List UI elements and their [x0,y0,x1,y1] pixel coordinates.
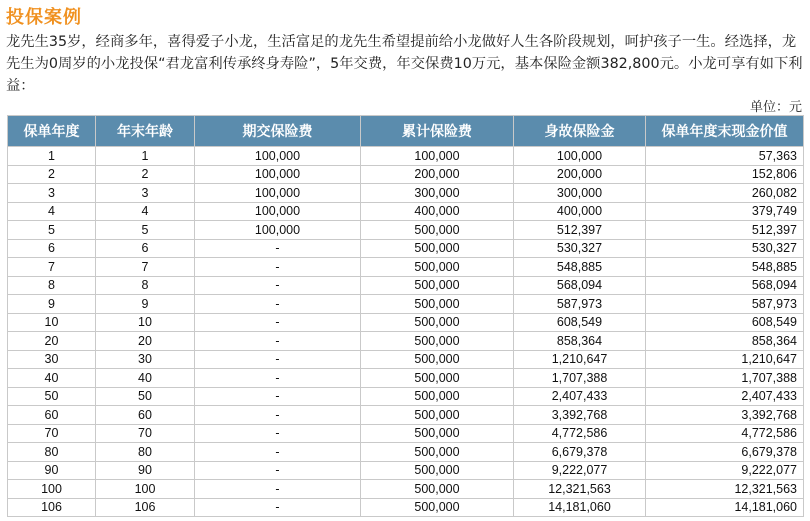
periodic-premium-cell: - [195,258,361,277]
table-row [8,443,804,462]
death-benefit-cell: 4,772,586 [514,424,646,443]
periodic-premium-cell: - [195,387,361,406]
periodic-premium-cell: 100,000 [195,202,361,221]
age-cell: 70 [96,424,195,443]
cumulative-premium-cell: 500,000 [361,480,514,499]
cumulative-premium-cell: 500,000 [361,332,514,351]
policy-year-cell: 50 [8,387,96,406]
policy-year-cell: 80 [8,443,96,462]
cash-value-cell: 152,806 [646,165,804,184]
policy-year-cell: 40 [8,369,96,388]
cash-value-cell: 568,094 [646,276,804,295]
periodic-premium-cell: - [195,480,361,499]
cumulative-premium-cell: 200,000 [361,165,514,184]
age-cell: 100 [96,480,195,499]
unit-label: 单位：元 [749,100,802,115]
header-cumulative-premium: 累计保险费 [361,116,514,147]
header-age-end-of-year: 年末年龄 [96,116,195,147]
periodic-premium-cell: - [195,424,361,443]
cumulative-premium-cell: 500,000 [361,406,514,425]
death-benefit-cell: 14,181,060 [514,498,646,517]
death-benefit-cell: 608,549 [514,313,646,332]
policy-year-cell: 2 [8,165,96,184]
cash-value-cell: 530,327 [646,239,804,258]
periodic-premium-cell: - [195,313,361,332]
cash-value-cell: 4,772,586 [646,424,804,443]
periodic-premium-cell: - [195,239,361,258]
age-cell: 9 [96,295,195,314]
table-row [8,165,804,184]
cumulative-premium-cell: 500,000 [361,221,514,240]
cumulative-premium-cell: 400,000 [361,202,514,221]
age-cell: 8 [96,276,195,295]
age-cell: 80 [96,443,195,462]
death-benefit-cell: 400,000 [514,202,646,221]
death-benefit-cell: 300,000 [514,184,646,203]
policy-year-cell: 1 [8,147,96,166]
periodic-premium-cell: - [195,295,361,314]
cumulative-premium-cell: 500,000 [361,313,514,332]
policy-year-cell: 10 [8,313,96,332]
age-cell: 3 [96,184,195,203]
table-row [8,461,804,480]
periodic-premium-cell: - [195,498,361,517]
table-row [8,184,804,203]
table-row [8,295,804,314]
age-cell: 10 [96,313,195,332]
cash-value-cell: 9,222,077 [646,461,804,480]
death-benefit-cell: 12,321,563 [514,480,646,499]
cumulative-premium-cell: 500,000 [361,258,514,277]
cash-value-cell: 512,397 [646,221,804,240]
header-policy-year: 保单年度 [8,116,96,147]
cumulative-premium-cell: 500,000 [361,443,514,462]
cash-value-cell: 14,181,060 [646,498,804,517]
cash-value-cell: 379,749 [646,202,804,221]
cumulative-premium-cell: 500,000 [361,387,514,406]
section-title: 投保案例 [6,7,82,28]
header-cash-value: 保单年度末现金价值 [646,116,804,147]
cash-value-cell: 57,363 [646,147,804,166]
policy-year-cell: 30 [8,350,96,369]
cash-value-cell: 6,679,378 [646,443,804,462]
periodic-premium-cell: - [195,332,361,351]
cumulative-premium-cell: 500,000 [361,239,514,258]
age-cell: 30 [96,350,195,369]
death-benefit-cell: 512,397 [514,221,646,240]
policy-year-cell: 100 [8,480,96,499]
table-row [8,406,804,425]
age-cell: 90 [96,461,195,480]
cumulative-premium-cell: 500,000 [361,276,514,295]
cash-value-cell: 608,549 [646,313,804,332]
policy-year-cell: 60 [8,406,96,425]
header-death-benefit: 身故保险金 [514,116,646,147]
cumulative-premium-cell: 500,000 [361,498,514,517]
policy-year-cell: 4 [8,202,96,221]
table-row [8,350,804,369]
table-row [8,498,804,517]
death-benefit-cell: 1,707,388 [514,369,646,388]
periodic-premium-cell: 100,000 [195,184,361,203]
cumulative-premium-cell: 500,000 [361,424,514,443]
cash-value-cell: 587,973 [646,295,804,314]
cumulative-premium-cell: 500,000 [361,350,514,369]
policy-year-cell: 70 [8,424,96,443]
cumulative-premium-cell: 100,000 [361,147,514,166]
cash-value-cell: 260,082 [646,184,804,203]
policy-year-cell: 3 [8,184,96,203]
death-benefit-cell: 9,222,077 [514,461,646,480]
table-row [8,258,804,277]
table-body [8,147,804,517]
benefit-table [7,115,804,517]
cumulative-premium-cell: 500,000 [361,369,514,388]
death-benefit-cell: 100,000 [514,147,646,166]
table-row [8,332,804,351]
cumulative-premium-cell: 500,000 [361,295,514,314]
policy-year-cell: 106 [8,498,96,517]
periodic-premium-cell: - [195,406,361,425]
periodic-premium-cell: - [195,443,361,462]
periodic-premium-cell: - [195,276,361,295]
policy-year-cell: 8 [8,276,96,295]
table-row [8,424,804,443]
death-benefit-cell: 6,679,378 [514,443,646,462]
table-row [8,239,804,258]
periodic-premium-cell: 100,000 [195,221,361,240]
age-cell: 106 [96,498,195,517]
table-row [8,147,804,166]
cash-value-cell: 858,364 [646,332,804,351]
table-row [8,276,804,295]
cumulative-premium-cell: 500,000 [361,461,514,480]
policy-year-cell: 7 [8,258,96,277]
policy-year-cell: 5 [8,221,96,240]
table-header-row [8,116,804,147]
age-cell: 5 [96,221,195,240]
age-cell: 20 [96,332,195,351]
header-periodic-premium: 期交保险费 [195,116,361,147]
case-description: 龙先生35岁，经商多年，喜得爱子小龙，生活富足的龙先生希望提前给小龙做好人生各阶段规划，呵护孩子一生。经选择，龙先生为0周岁的小龙投保“君龙富利传承终身寿险”，5年交费，年交保费10万元，基本保险金额382,800元。小龙可享有如下利益： [6,34,803,94]
age-cell: 6 [96,239,195,258]
periodic-premium-cell: 100,000 [195,147,361,166]
cash-value-cell: 548,885 [646,258,804,277]
death-benefit-cell: 548,885 [514,258,646,277]
age-cell: 1 [96,147,195,166]
table-row [8,369,804,388]
periodic-premium-cell: - [195,350,361,369]
age-cell: 40 [96,369,195,388]
table-row [8,313,804,332]
policy-year-cell: 9 [8,295,96,314]
age-cell: 4 [96,202,195,221]
death-benefit-cell: 200,000 [514,165,646,184]
periodic-premium-cell: 100,000 [195,165,361,184]
death-benefit-cell: 2,407,433 [514,387,646,406]
periodic-premium-cell: - [195,369,361,388]
cash-value-cell: 12,321,563 [646,480,804,499]
death-benefit-cell: 587,973 [514,295,646,314]
cumulative-premium-cell: 300,000 [361,184,514,203]
cash-value-cell: 1,707,388 [646,369,804,388]
age-cell: 50 [96,387,195,406]
cash-value-cell: 3,392,768 [646,406,804,425]
policy-year-cell: 90 [8,461,96,480]
age-cell: 2 [96,165,195,184]
table-row [8,202,804,221]
death-benefit-cell: 858,364 [514,332,646,351]
death-benefit-cell: 568,094 [514,276,646,295]
table-row [8,480,804,499]
cash-value-cell: 2,407,433 [646,387,804,406]
periodic-premium-cell: - [195,461,361,480]
table-row [8,221,804,240]
table-row [8,387,804,406]
death-benefit-cell: 1,210,647 [514,350,646,369]
age-cell: 60 [96,406,195,425]
death-benefit-cell: 530,327 [514,239,646,258]
age-cell: 7 [96,258,195,277]
policy-year-cell: 20 [8,332,96,351]
cash-value-cell: 1,210,647 [646,350,804,369]
death-benefit-cell: 3,392,768 [514,406,646,425]
policy-year-cell: 6 [8,239,96,258]
